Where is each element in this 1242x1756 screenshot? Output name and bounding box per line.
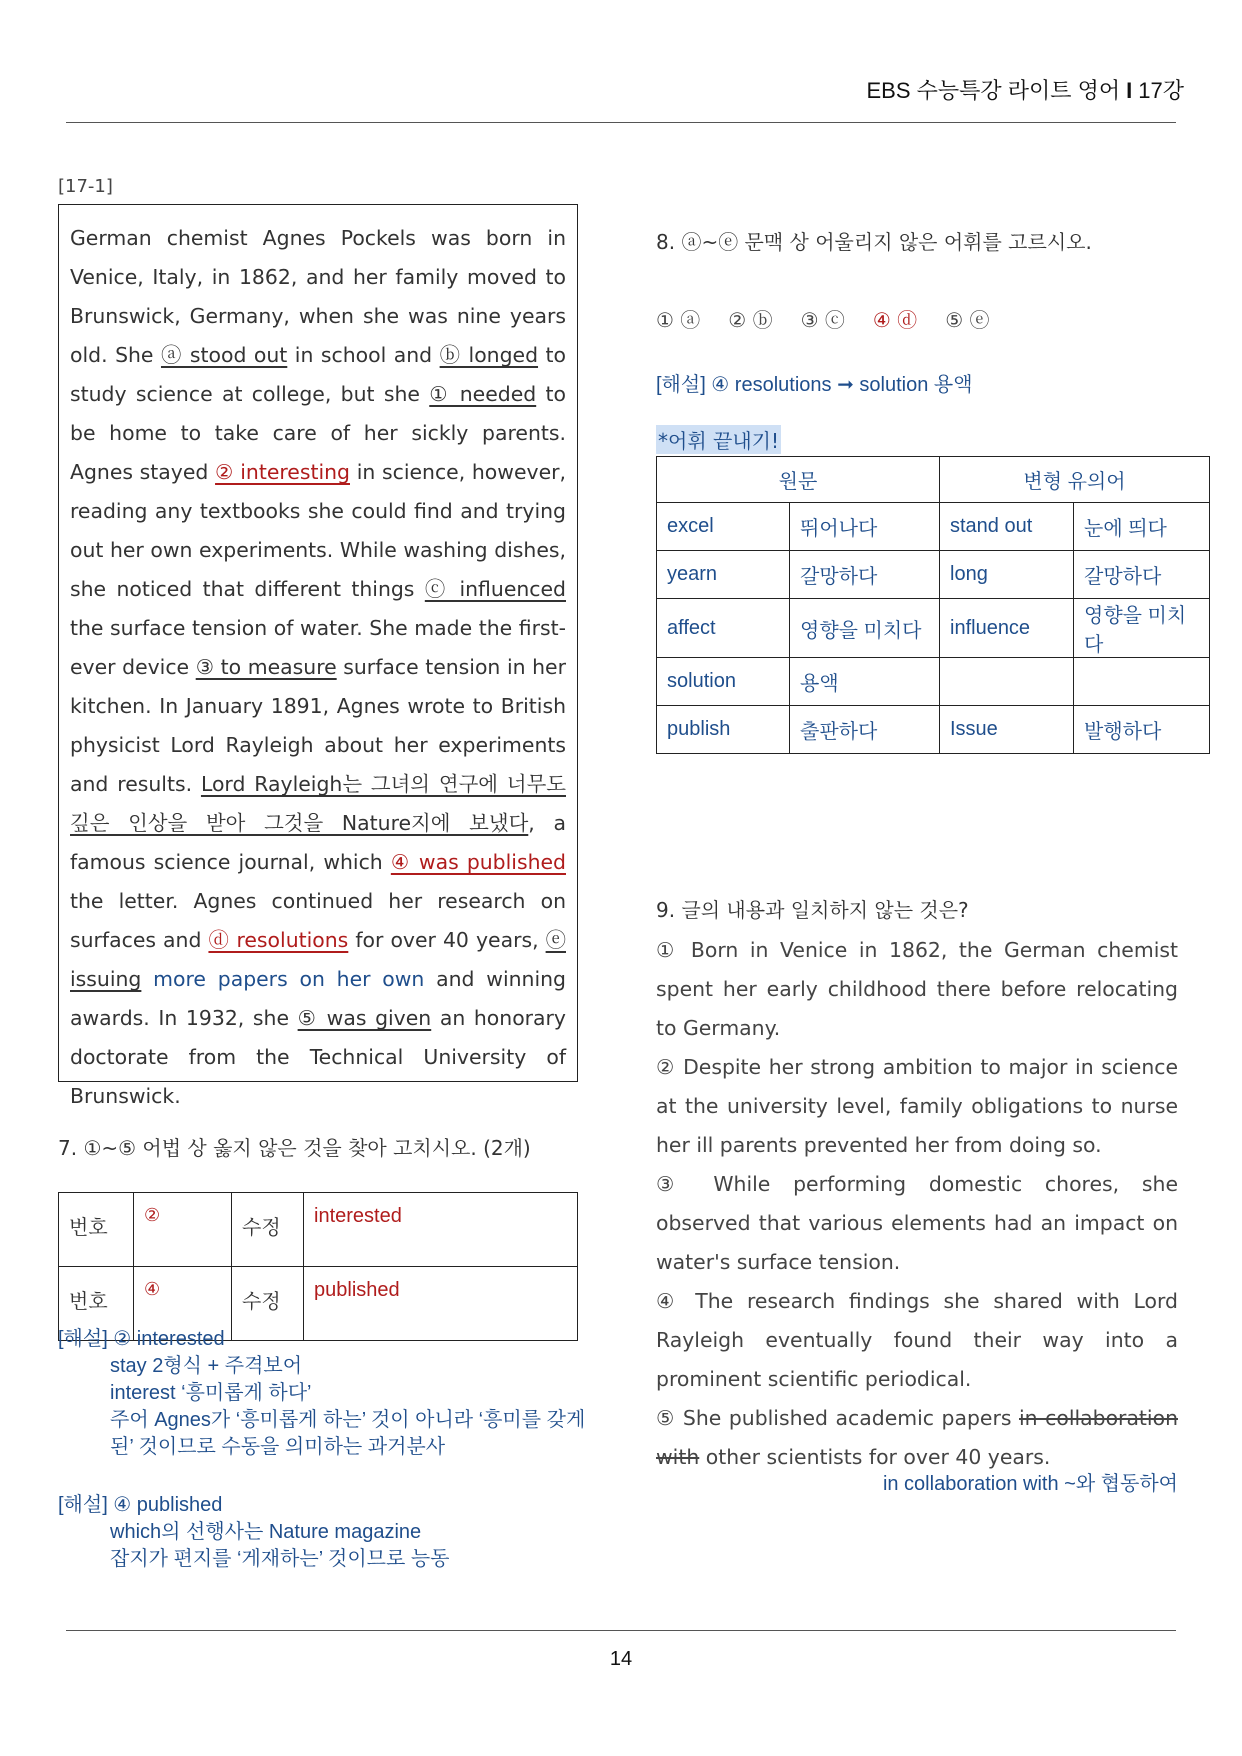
vocab-cell: publish [657, 706, 790, 754]
vocab-cell: solution [657, 658, 790, 706]
mark-1: ① needed [429, 382, 537, 406]
q7-explanation-1 [58, 1326, 585, 1461]
header-rule [66, 122, 1176, 123]
table-header-row [657, 457, 1210, 503]
fix-label: 수정 [232, 1193, 304, 1267]
q9-note: in collaboration with ~와 협동하여 [882, 1473, 1178, 1495]
answer-number: ② [134, 1193, 232, 1267]
mark-d: ⓓ resolutions [208, 928, 349, 952]
vocab-cell: 용액 [790, 658, 940, 706]
mark-2: ② interesting [215, 460, 350, 484]
q8-prompt: 8. ⓐ~ⓔ 문맥 상 어울리지 않은 어휘를 고르시오. [656, 230, 1092, 254]
q9-option-1: ① Born in Venice in 1862, the German chemist spent her early childhood there before relocating to Germany. [656, 938, 1178, 1040]
vocab-cell: 뛰어나다 [790, 503, 940, 551]
table-row [657, 503, 1210, 551]
mark-e-tail: more papers on her own [153, 967, 425, 991]
choice-1: ① ⓐ [656, 308, 701, 332]
footer-rule [66, 1630, 1176, 1631]
q9-options [656, 931, 1178, 1477]
vocab-cell: long [940, 551, 1074, 599]
q9-prompt: 9. 글의 내용과 일치하지 않는 것은? [656, 898, 969, 922]
answer-number: ④ [134, 1267, 232, 1341]
q9-option-4: ④ The research findings she shared with Lord Rayleigh eventually found their way into a prominent scientific periodical. [656, 1289, 1178, 1391]
vocab-cell: 갈망하다 [1074, 551, 1210, 599]
table-row [657, 599, 1210, 658]
vocab-cell: excel [657, 503, 790, 551]
q7-explanation-2 [58, 1492, 450, 1573]
q8-choices [656, 304, 1126, 333]
section-label: [17-1] [58, 176, 113, 197]
header-synonym: 변형 유의어 [940, 457, 1210, 503]
table-row [657, 706, 1210, 754]
mark-e: ⓔ issuing [70, 928, 566, 991]
num-label: 번호 [59, 1193, 134, 1267]
vocab-cell: stand out [940, 503, 1074, 551]
explanation-head: [해설] ④ published [58, 1494, 223, 1516]
book-title: EBS 수능특강 라이트 영어 [866, 78, 1121, 103]
explanation-line: 잡지가 편지를 ‘게재하는’ 것이므로 능동 [110, 1548, 450, 1570]
vocab-cell: affect [657, 599, 790, 658]
vocab-table [656, 456, 1210, 754]
page-number: 14 [609, 1648, 633, 1670]
mark-3: ③ to measure [195, 655, 337, 679]
vocab-cell: 영향을 미치다 [1074, 599, 1210, 658]
vocab-cell [940, 658, 1074, 706]
vocab-cell: 갈망하다 [790, 551, 940, 599]
header-separator: I [1126, 78, 1133, 103]
answer-fix: published [304, 1267, 578, 1341]
explanation-line: which의 선행사는 Nature magazine [110, 1521, 422, 1543]
vocab-cell: influence [940, 599, 1074, 658]
choice-4-selected: ④ ⓓ [872, 308, 918, 332]
vocab-cell: 발행하다 [1074, 706, 1210, 754]
explanation-line: stay 2형식 + 주격보어 [110, 1355, 303, 1377]
choice-5: ⑤ ⓔ [945, 308, 990, 332]
vocab-cell: yearn [657, 551, 790, 599]
explanation-line: interest ‘흥미롭게 하다’ [110, 1382, 312, 1404]
table-row [657, 551, 1210, 599]
mark-c: ⓒ influenced [424, 577, 566, 601]
q9-option-2: ② Despite her strong ambition to major in science at the university level, family obligations to nurse her ill parents prevented her from doing so. [656, 1055, 1178, 1157]
mark-b: ⓑ longed [439, 343, 539, 367]
lesson-number: 17강 [1138, 78, 1184, 103]
vocab-cell [1074, 658, 1210, 706]
table-row [657, 658, 1210, 706]
fix-label: 수정 [232, 1267, 304, 1341]
choice-2: ② ⓑ [728, 308, 773, 332]
vocab-cell: 출판하다 [790, 706, 940, 754]
passage-text: German chemist Agnes Pockels was born in Venice, Italy, in 1862, and her family moved to Brunswick, Germany, when she was nine years old. She ⓐ stood out in school and ⓑ longed to study science at college, but she ① needed to be home to take care of her sickly parents. Agnes stayed ② interesting in science, however, reading any textbooks she could find and trying out her own experiments. While washing dishes, she noticed that different things ⓒ influenced the surface tension of water. She made the first-ever device ③ to measure surface tension in her kitchen. In January 1891, Agnes wrote to British physicist Lord Rayleigh about her experiments and results. Lord Rayleigh는 그녀의 연구에 너무도 깊은 인상을 받아 그것을 Nature지에 보냈다, a famous science journal, which ④ was published the letter. Agnes continued her research on surfaces and ⓓ resolutions for over 40 years, ⓔ issuing more papers on her own and winning awards. In 1932, she ⑤ was given an honorary doctorate from the Technical University of Brunswick. [70, 226, 566, 1108]
q9-option-5: ⑤ She published academic papers in collaboration with other scientists for over 40 years. [656, 1406, 1178, 1469]
q7-prompt: 7. ①~⑤ 어법 상 옳지 않은 것을 찾아 고치시오. (2개) [58, 1136, 531, 1160]
mark-a: ⓐ stood out [160, 343, 288, 367]
explanation-line: 주어 Agnes가 ‘흥미롭게 하는’ 것이 아니라 ‘흥미를 갖게 [110, 1409, 586, 1431]
table-row [59, 1193, 578, 1267]
q8-explanation: [해설] ④ resolutions ➞ solution 용액 [656, 374, 973, 396]
passage-box [58, 204, 578, 1108]
num-label: 번호 [59, 1267, 134, 1341]
explanation-line: 된’ 것이므로 수동을 의미하는 과거분사 [110, 1436, 446, 1458]
choice-3: ③ ⓒ [800, 308, 845, 332]
vocab-title: *어휘 끝내기! [656, 425, 781, 454]
header-title [867, 74, 1185, 105]
header-original: 원문 [657, 457, 940, 503]
q7-answer-table [58, 1192, 578, 1341]
mark-4: ④ was published [390, 850, 566, 874]
vocab-cell: Issue [940, 706, 1074, 754]
vocab-cell: 눈에 띄다 [1074, 503, 1210, 551]
korean-prompt: Lord Rayleigh는 그녀의 연구에 너무도 깊은 인상을 받아 그것을 Nature지에 보냈다 [70, 772, 566, 835]
explanation-head: [해설] ② interested [58, 1328, 225, 1350]
vocab-cell: 영향을 미치다 [790, 599, 940, 658]
answer-fix: interested [304, 1193, 578, 1267]
mark-5: ⑤ was given [297, 1006, 432, 1030]
struck-phrase: in collaboration with [656, 1406, 1178, 1469]
q9-option-3: ③ While performing domestic chores, she observed that various elements had an impact on water's surface tension. [656, 1172, 1178, 1274]
